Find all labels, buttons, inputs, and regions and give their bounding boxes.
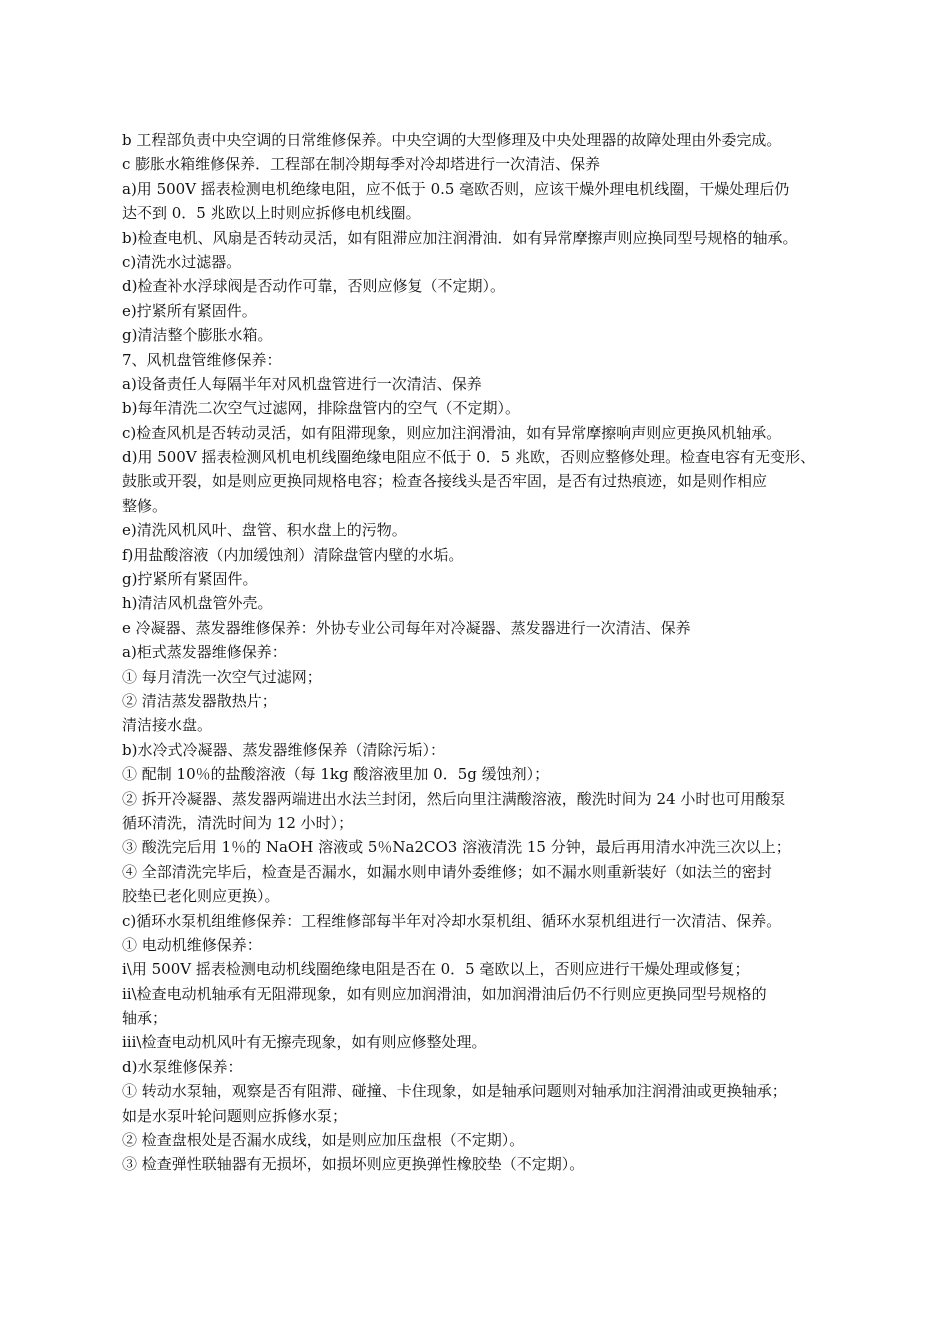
text-line: b)水冷式冷凝器、蒸发器维修保养（清除污垢）： xyxy=(122,740,445,759)
text-line: d)水泵维修保养： xyxy=(122,1057,243,1076)
section-heading: 7、风机盘管维修保养： xyxy=(122,350,282,369)
text-line: ③ 酸洗完后用 1％的 NaOH 溶液或 5％Na2CO3 溶液清洗 15 分钟，最后再用清水冲洗三次以上； xyxy=(122,838,791,857)
text-line: g)拧紧所有紧固件。 xyxy=(122,570,258,589)
text-line: 清洁接水盘。 xyxy=(122,716,213,735)
text-line: 胶垫已老化则应更换）。 xyxy=(122,887,280,906)
text-line: g)清洁整个膨胀水箱。 xyxy=(122,326,273,345)
text-line: ② 拆开冷凝器、蒸发器两端进出水法兰封闭，然后向里注满酸溶液，酸洗时间为 24 小时也可用酸泵 xyxy=(122,789,786,808)
text-line: c)循环水泵机组维修保养：工程维修部每半年对冷却水泵机组、循环水泵机组进行一次清洁、保养。 xyxy=(122,911,782,930)
text-line: d)检查补水浮球阀是否动作可靠，否则应修复（不定期）。 xyxy=(122,277,505,296)
text-line: e 冷凝器、蒸发器维修保养：外协专业公司每年对冷凝器、蒸发器进行一次清洁、保养 xyxy=(122,618,691,637)
text-line: 循环清洗，清洗时间为 12 小时）； xyxy=(122,813,354,832)
text-line: a)用 500V 摇表检测电机绝缘电阻，应不低于 0.5 毫欧否则，应该干燥外理电机线圈，干燥处理后仍 xyxy=(122,179,790,198)
text-line: b)每年清洗二次空气过滤网，排除盘管内的空气（不定期）。 xyxy=(122,399,520,418)
text-line: iii\检查电动机风叶有无擦壳现象，如有则应修整处理。 xyxy=(122,1033,487,1052)
text-line: ① 电动机维修保养： xyxy=(122,935,262,954)
text-line: ② 检查盘根处是否漏水成线，如是则应加压盘根（不定期）。 xyxy=(122,1131,525,1150)
text-line: b)检查电机、风扇是否转动灵活，如有阻滞应加注润滑油．如有异常摩擦声则应换同型号规格的轴承。 xyxy=(122,228,798,247)
text-line: c)清洗水过滤器。 xyxy=(122,252,242,271)
text-line: ① 转动水泵轴，观察是否有阻滞、碰撞、卡住现象，如是轴承问题则对轴承加注润滑油或更换轴承； xyxy=(122,1082,787,1101)
text-line: a)柜式蒸发器维修保养： xyxy=(122,643,287,662)
text-line: 整修。 xyxy=(122,496,168,515)
text-line: h)清洁风机盘管外壳。 xyxy=(122,594,273,613)
text-line: ② 清洁蒸发器散热片； xyxy=(122,691,277,710)
text-line: 轴承； xyxy=(122,1009,168,1028)
text-line: ④ 全部清洗完毕后，检查是否漏水，如漏水则申请外委维修；如不漏水则重新装好（如法兰的密封 xyxy=(122,862,772,881)
text-line: c)检查风机是否转动灵活，如有阻滞现象，则应加注润滑油，如有异常摩擦响声则应更换风机轴承。 xyxy=(122,423,782,442)
text-line: i\用 500V 摇表检测电动机线圈绝缘电阻是否在 0．5 毫欧以上，否则应进行干燥处理或修复； xyxy=(122,960,750,979)
text-line: e)清洗风机风叶、盘管、积水盘上的污物。 xyxy=(122,521,407,540)
text-line: ii\检查电动机轴承有无阻滞现象，如有则应加润滑油，如加润滑油后仍不行则应更换同型号规格的 xyxy=(122,984,767,1003)
text-line: ③ 检查弹性联轴器有无损坏，如损坏则应更换弹性橡胶垫（不定期）。 xyxy=(122,1155,585,1174)
text-line: ① 每月清洗一次空气过滤网； xyxy=(122,667,322,686)
text-line: 达不到 0．5 兆欧以上时则应拆修电机线圈。 xyxy=(122,204,421,223)
text-line: 鼓胀或开裂，如是则应更换同规格电容；检查各接线头是否牢固，是否有过热痕迹，如是则作相应 xyxy=(122,472,768,491)
text-line: d)用 500V 摇表检测风机电机线圈绝缘电阻应不低于 0．5 兆欧，否则应整修处理。检查电容有无变形、 xyxy=(122,448,816,467)
document-body xyxy=(122,128,882,1177)
text-line: ① 配制 10％的盐酸溶液（每 1kg 酸溶液里加 0．5g 缓蚀剂）； xyxy=(122,765,550,784)
text-line: e)拧紧所有紧固件。 xyxy=(122,301,257,320)
text-line: f)用盐酸溶液（内加缓蚀剂）清除盘管内壁的水垢。 xyxy=(122,545,464,564)
text-line: c 膨胀水箱维修保养．工程部在制冷期每季对冷却塔进行一次清洁、保养 xyxy=(122,155,601,174)
text-line: 如是水泵叶轮问题则应拆修水泵； xyxy=(122,1106,348,1125)
text-line: b 工程部负责中央空调的日常维修保养。中央空调的大型修理及中央处理器的故障处理由外委完成。 xyxy=(122,131,782,149)
text-line: a)设备责任人每隔半年对风机盘管进行一次清洁、保养 xyxy=(122,374,482,393)
